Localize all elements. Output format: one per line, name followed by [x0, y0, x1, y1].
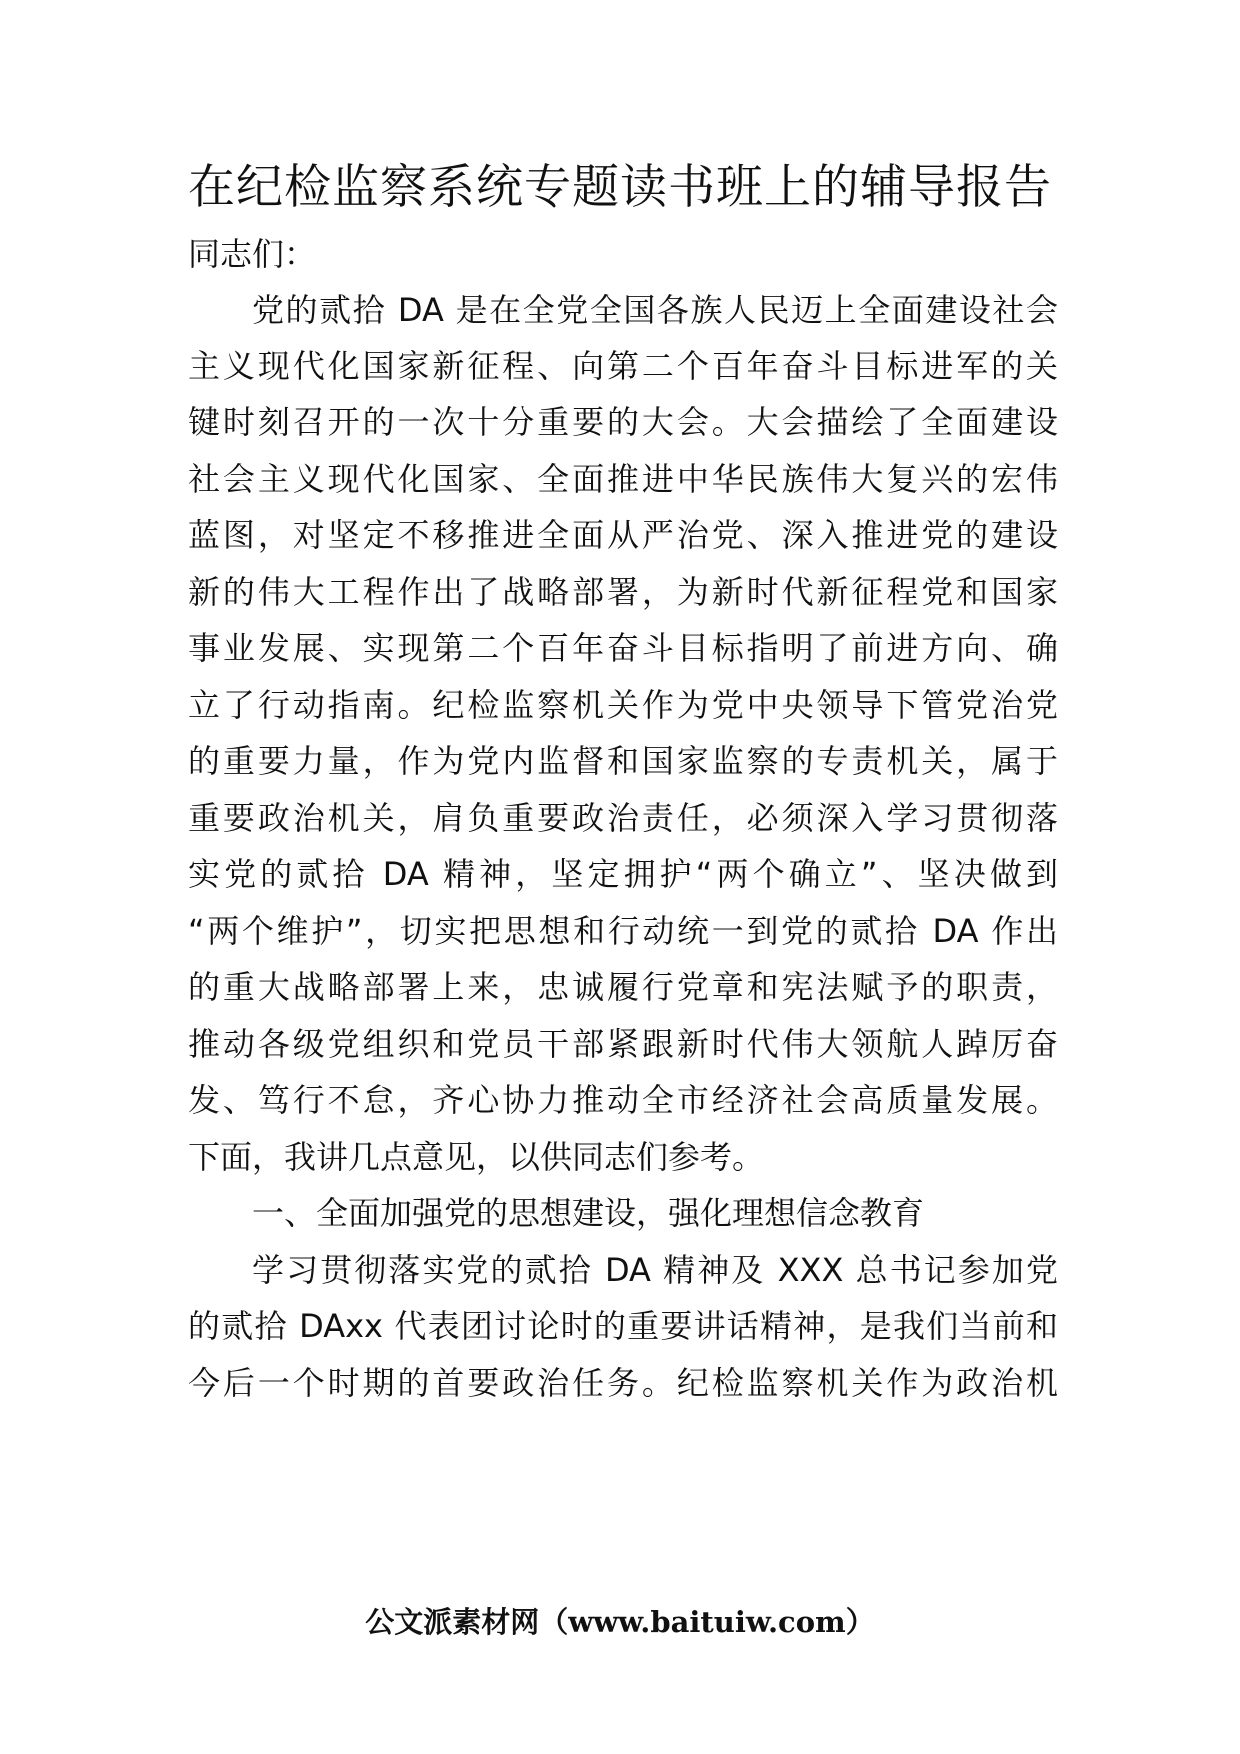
paragraph-line: 学习贯彻落实党的贰拾 DA 精神及 XXX 总书记参加党 [252, 1251, 1058, 1289]
paragraph-line: 事业发展、实现第二个百年奋斗目标指明了前进方向、确 [188, 629, 1058, 667]
paragraph-line: 键时刻召开的一次十分重要的大会。大会描绘了全面建设 [188, 403, 1058, 441]
paragraph-line: 新的伟大工程作出了战略部署，为新时代新征程党和国家 [188, 573, 1058, 611]
document-title: 在纪检监察系统专题读书班上的辅导报告 [188, 160, 1052, 215]
paragraph-line: 推动各级党组织和党员干部紧跟新时代伟大领航人踔厉奋 [188, 1025, 1058, 1063]
page-footer: 公文派素材网（www.baituiw.com） [365, 1605, 875, 1639]
paragraph-line: 实党的贰拾 DA 精神，坚定拥护“两个确立”、坚决做到 [188, 855, 1058, 893]
paragraph-line: 立了行动指南。纪检监察机关作为党中央领导下管党治党 [188, 686, 1058, 724]
paragraph-line: 党的贰拾 DA 是在全党全国各族人民迈上全面建设社会 [252, 291, 1058, 329]
paragraph-line: 重要政治机关，肩负重要政治责任，必须深入学习贯彻落 [188, 799, 1058, 837]
paragraph-line: 社会主义现代化国家、全面推进中华民族伟大复兴的宏伟 [188, 460, 1058, 498]
paragraph-line: 的重大战略部署上来，忠诚履行党章和宪法赋予的职责， [188, 968, 1058, 1006]
paragraph-line: 的重要力量，作为党内监督和国家监察的专责机关，属于 [188, 742, 1058, 780]
paragraph-line: 蓝图，对坚定不移推进全面从严治党、深入推进党的建设 [188, 516, 1058, 554]
paragraph-line: 今后一个时期的首要政治任务。纪检监察机关作为政治机 [188, 1364, 1058, 1402]
paragraph-line: “两个维护”，切实把思想和行动统一到党的贰拾 DA 作出 [188, 912, 1058, 950]
salutation: 同志们： [188, 235, 317, 273]
section-heading: 一、全面加强党的思想建设，强化理想信念教育 [252, 1194, 925, 1232]
paragraph-line: 的贰拾 DAxx 代表团讨论时的重要讲话精神，是我们当前和 [188, 1307, 1058, 1345]
paragraph-line: 发、笃行不怠，齐心协力推动全市经济社会高质量发展。 [188, 1081, 1058, 1119]
paragraph-line: 主义现代化国家新征程、向第二个百年奋斗目标进军的关 [188, 347, 1058, 385]
paragraph-line: 下面，我讲几点意见，以供同志们参考。 [188, 1138, 765, 1176]
